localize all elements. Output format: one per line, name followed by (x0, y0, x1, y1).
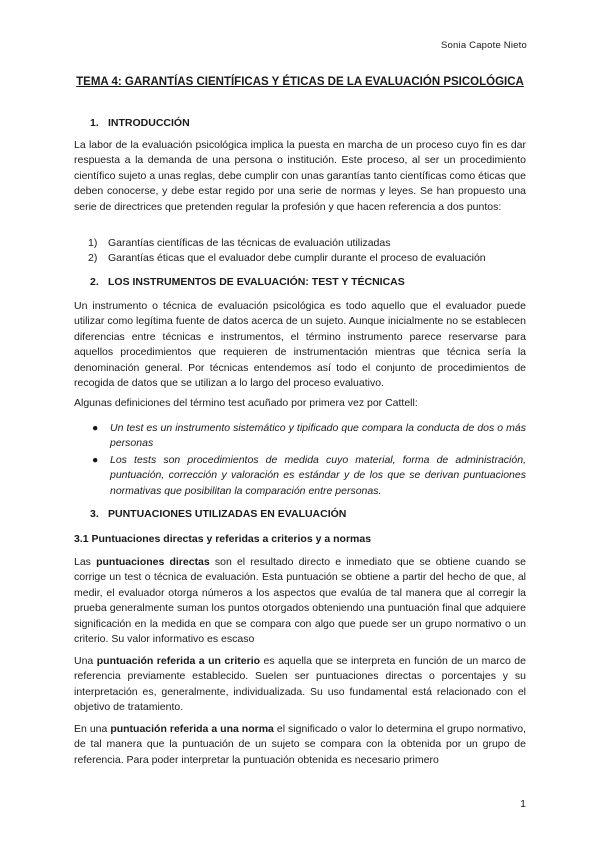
bullet-icon: ● (92, 453, 99, 466)
header-author: Sonia Capote Nieto (441, 40, 527, 51)
list-item (88, 251, 528, 266)
text-run: Una (74, 655, 97, 667)
list-marker: 1) (88, 237, 98, 249)
bullet-icon: ● (92, 422, 99, 434)
test-definitions-list (90, 421, 526, 500)
section-2-title: LOS INSTRUMENTOS DE EVALUACIÓN: TEST Y TÉCNICAS (108, 276, 405, 288)
text-run: es aquella que se interpreta en función de un marco de referencia previamente establecido. Suelen ser puntuaciones directas o porcentajes y su interpretación es, generalmente, individualizada. Su uso fundamental está relacionado con el objetivo de tratamiento. (74, 655, 526, 714)
norm-scores-paragraph (74, 722, 526, 768)
list-item-text: Un test es un instrumento sistemático y tipificado que compara la conducta de dos o más personas (110, 422, 526, 450)
bold-term: puntuación referida a una norma (110, 723, 274, 735)
text-run: Las (74, 556, 97, 568)
section-2-number: 2. (90, 276, 99, 288)
list-item-text: Los tests son procedimientos de medida cuyo material, forma de administración, puntuación, corrección y valoración es estándar y de los que se derivan puntuaciones normativas que posibilitan la comparación entre personas. (110, 453, 526, 497)
list-marker: 2) (88, 252, 98, 265)
direct-scores-paragraph (74, 555, 526, 647)
document-title: TEMA 4: GARANTÍAS CIENTÍFICAS Y ÉTICAS DE LA EVALUACIÓN PSICOLÓGICA (76, 76, 524, 88)
list-item (90, 453, 526, 499)
list-item-text: Garantías científicas de las técnicas de evaluación utilizadas (108, 237, 391, 249)
section-1-paragraph: La labor de la evaluación psicológica implica la puesta en marcha de un proceso cuyo fin es dar respuesta a la demanda de una persona o institución. Este proceso, al ser un procedimiento científico sujeto a unas reglas, debe cumplir con unas garantías tanto científicas como éticas que deben conocerse, y debe estar regido por una serie de normas y leyes. Se han propuesto una serie de directrices que pretenden regular la profesión y que hacen referencia a dos puntos: (74, 139, 526, 213)
bold-term: puntuación referida a un criterio (96, 655, 261, 667)
guarantees-list (88, 236, 528, 267)
section-3-number: 3. (90, 508, 99, 520)
section-3-1-subheading: 3.1 Puntuaciones directas y referidas a criterios y a normas (74, 533, 372, 545)
bold-term: puntuaciones directas (96, 556, 210, 568)
list-item-text: Garantías éticas que el evaluador debe cumplir durante el proceso de evaluación (108, 252, 486, 265)
section-1-heading (90, 117, 190, 129)
page-number: 1 (520, 798, 526, 810)
section-3-heading (90, 508, 346, 520)
section-1-title: INTRODUCCIÓN (108, 117, 190, 129)
section-2-paragraph-1: Un instrumento o técnica de evaluación psicológica es todo aquello que el evaluador puede utilizar como legítima fuente de datos acerca de un sujeto. Aunque inicialmente no se establecen diferencias entre técnicas e instrumentos, el término instrumento parece reservarse para aquellos procedimientos que requieren de instrumentación mientras que técnica sería la denominación general. Por técnicas entendemos así todo el conjunto de procedimientos de recogida de datos que se utilizan a lo largo del proceso evaluativo. (74, 300, 526, 390)
criterion-scores-paragraph (74, 654, 526, 716)
list-item (90, 421, 526, 452)
section-2-paragraph-2: Algunas definiciones del término test acuñado por primera vez por Cattell: (74, 397, 418, 409)
section-2-heading (90, 276, 405, 288)
text-run: En una (74, 723, 111, 735)
text-run: el significado o valor lo determina el grupo normativo, de tal manera que la puntuación de un sujeto se compara con la obtenida por un grupo de referencia. Para poder interpretar la puntuación obtenida es necesario primero (74, 723, 526, 766)
section-3-title: PUNTUACIONES UTILIZADAS EN EVALUACIÓN (108, 508, 347, 520)
text-run: son el resultado directo e inmediato que se obtiene cuando se corrige un test o técnica de evaluación. Esta puntuación se obtiene a partir del hecho de que, al medir, el evaluador otorga números a los aspectos que evalúa de tal manera que al corregir la prueba generalmente suman los puntos otorgados obteniendo una puntuación final que adquiere significación en la medida en que se compara con algo que puede ser un grupo normativo o un criterio. Su valor informativo es escaso (74, 556, 526, 646)
section-1-number: 1. (90, 117, 99, 129)
list-item (88, 236, 528, 251)
